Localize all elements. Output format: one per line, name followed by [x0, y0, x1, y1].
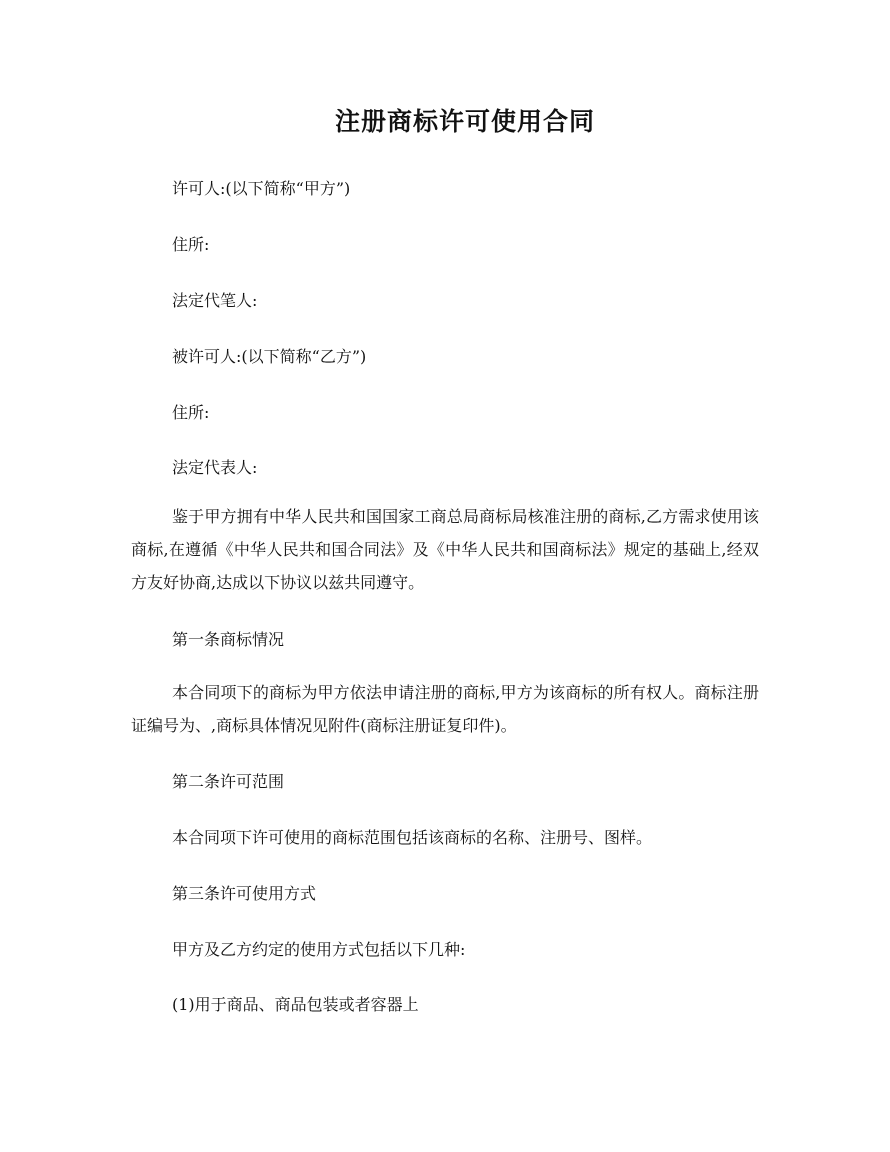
article-2-body: 本合同项下许可使用的商标范围包括该商标的名称、注册号、图样。 [172, 828, 653, 847]
licensor-address-line: 住所: [172, 235, 210, 254]
article-3-item-1: (1)用于商品、商品包装或者容器上 [172, 995, 419, 1014]
article-3-body: 甲方及乙方约定的使用方式包括以下几种: [172, 940, 466, 959]
preamble-paragraph: 鉴于甲方拥有中华人民共和国国家工商总局商标局核准注册的商标,乙方需求使用该商标,在遵循《中华人民共和国合同法》及《中华人民共和国商标法》规定的基础上,经双方友好协商,达成以下协议以兹共同遵守。 [131, 507, 759, 592]
licensee-representative-line: 法定代表人: [172, 458, 258, 477]
document-title: 注册商标许可使用合同 [334, 107, 595, 136]
licensor-representative-line: 法定代笔人: [172, 291, 258, 310]
article-1-body: 本合同项下的商标为甲方依法申请注册的商标,甲方为该商标的所有权人。商标注册证编号为、,商标具体情况见附件(商标注册证复印件)。 [131, 683, 759, 735]
licensee-line: 被许可人:(以下简称“乙方”) [172, 347, 367, 366]
article-3-heading: 第三条许可使用方式 [172, 884, 317, 903]
licensee-address-line: 住所: [172, 403, 210, 422]
article-1-heading: 第一条商标情况 [172, 630, 285, 649]
licensor-line: 许可人:(以下简称“甲方”) [172, 179, 351, 198]
article-2-heading: 第二条许可范围 [172, 772, 285, 791]
